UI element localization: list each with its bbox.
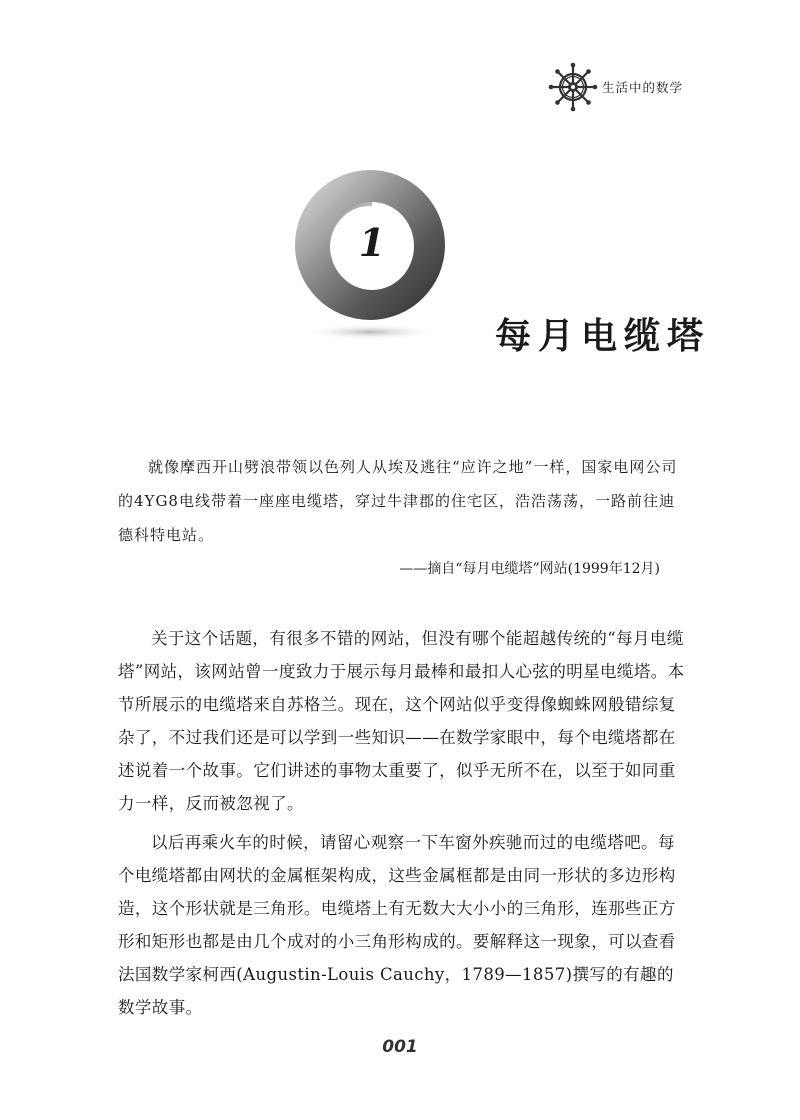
- chapter-number-emblem: [290, 160, 450, 350]
- epigraph-text: 就像摩西开山劈浪带领以色列人从埃及逃往“应许之地”一样，国家电网公司的4YG8电线带着一座座电缆塔，穿过牛津郡的住宅区，浩浩荡荡，一路前往迪德科特电站。: [118, 458, 678, 544]
- body-paragraph: 关于这个话题，有很多不错的网站，但没有哪个能超越传统的“每月电缆塔”网站，该网站曾一度致力于展示每月最棒和最扣人心弦的明星电缆塔。本节所展示的电缆塔来自苏格兰。现在，这个网站似乎变得像蜘蛛网般错综复杂了，不过我们还是可以学到一些知识——在数学家眼中，每个电缆塔都在述说着一个故事。它们讲述的事物太重要了，似乎无所不在，以至于如同重力一样，反而被忽视了。: [118, 629, 685, 813]
- page-number: 001: [382, 1037, 418, 1057]
- body-paragraph: 以后再乘火车的时候，请留心观察一下车窗外疾驰而过的电缆塔吧。每个电缆塔都由网状的金属框架构成，这些金属框都是由同一形状的多边形构造，这个形状就是三角形。电缆塔上有无数大大小小的三角形，连那些正方形和矩形也都是由几个成对的小三角形构成的。要解释这一现象，可以查看法国数学家柯西(Augustin-Louis Cauchy，1789—1857)撰写的有趣的数学故事。: [118, 833, 676, 1017]
- epigraph-attribution: ——摘自“每月电缆塔”网站(1999年12月): [399, 561, 660, 577]
- running-title: 生活中的数学: [602, 80, 684, 95]
- epigraph: [118, 450, 690, 586]
- chapter-title: 每月电缆塔: [495, 316, 711, 357]
- ship-wheel-icon: [548, 62, 598, 112]
- chapter-number: 1: [358, 220, 386, 265]
- body-text: [118, 622, 690, 1024]
- running-header: [548, 62, 683, 112]
